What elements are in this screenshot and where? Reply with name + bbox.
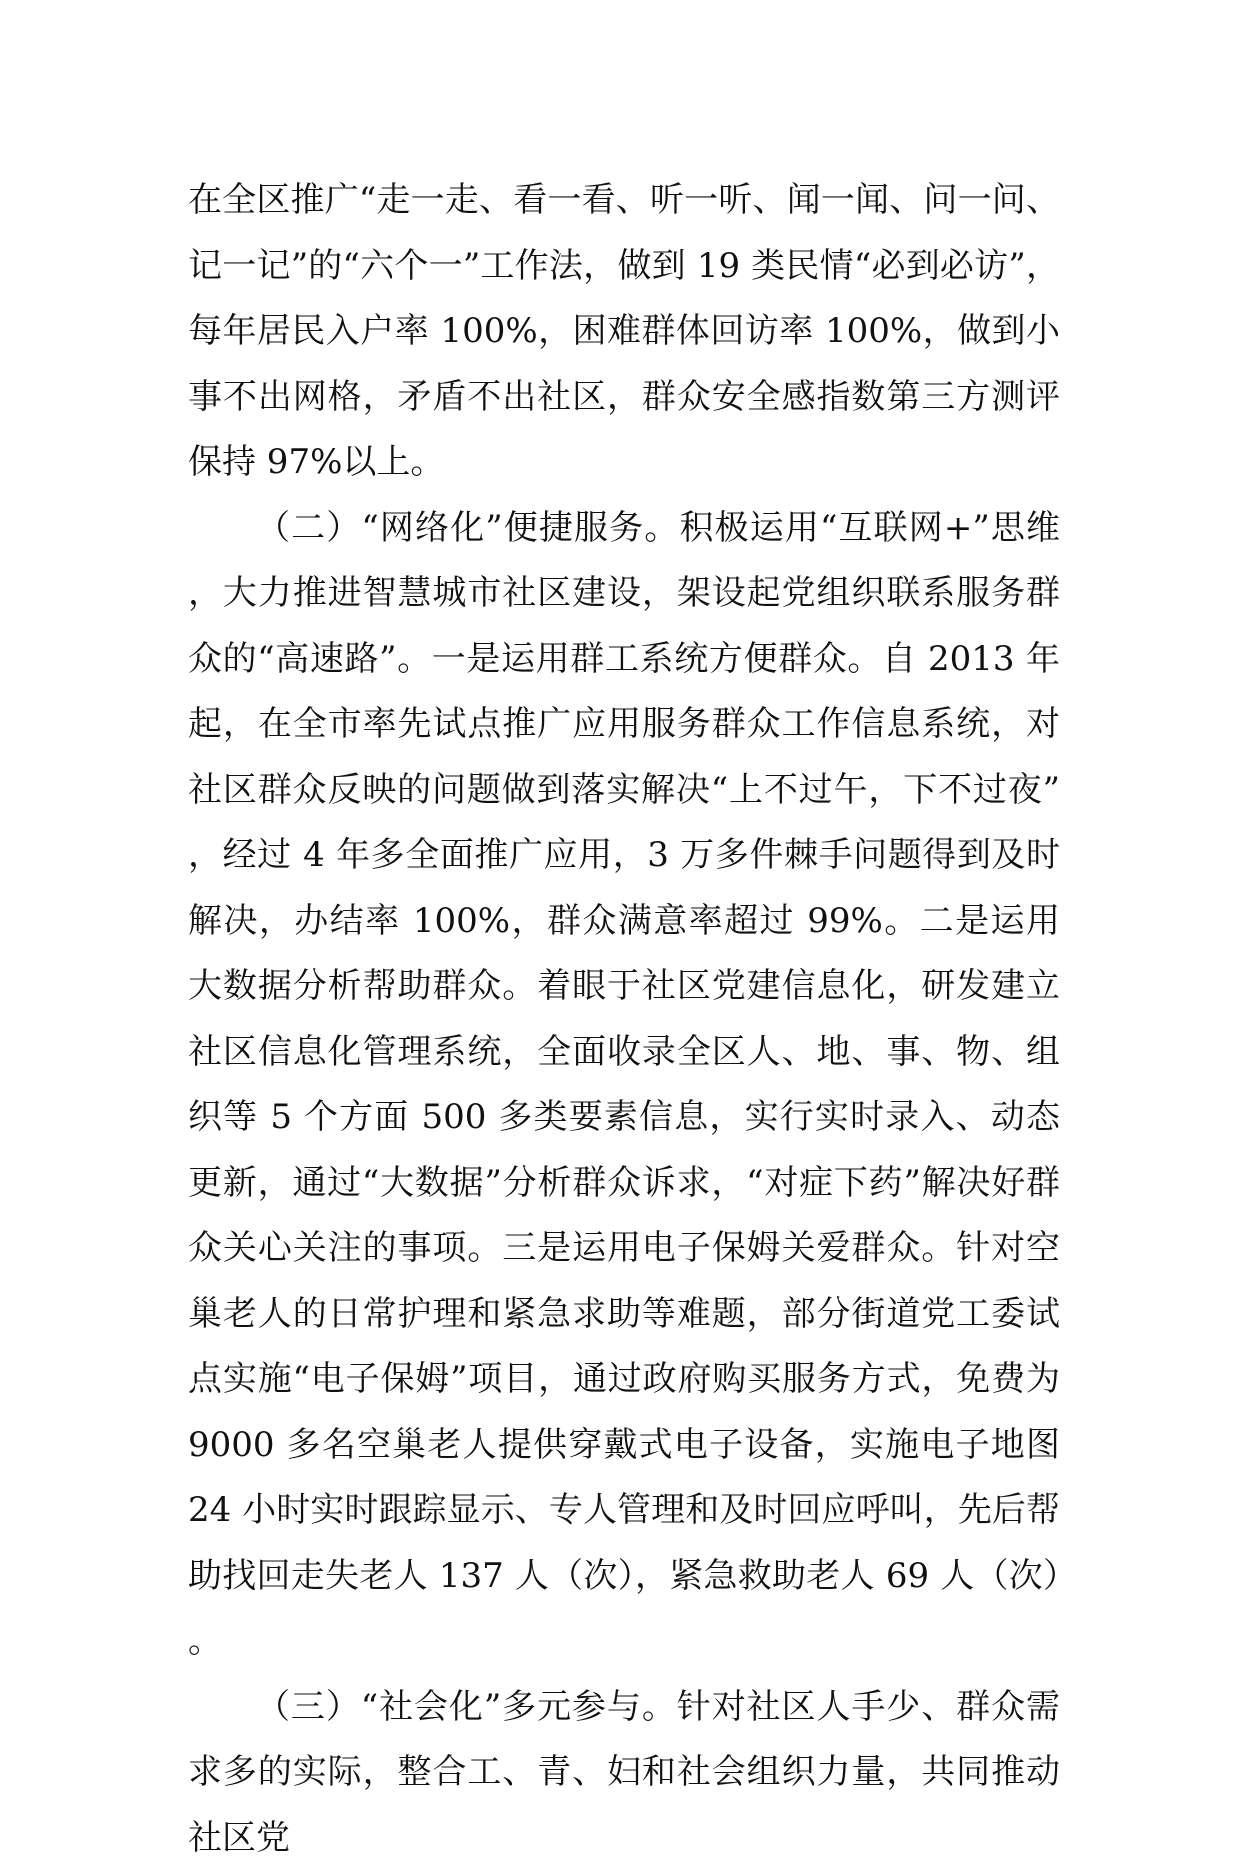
paragraph-continuation: 在全区推广“走一走、看一看、听一听、闻一闻、问一问、记一记”的“六个一”工作法，做到 19 类民情“必到必访”，每年居民入户率 100%，困难群体回访率 100%，做到小事不出网格，矛盾不出社区，群众安全感指数第三方测评保持 97%以上。 <box>188 168 1060 496</box>
paragraph-section-2-network-service: （二）“网络化”便捷服务。积极运用“互联网+”思维，大力推进智慧城市社区建设，架设起党组织联系服务群众的“高速路”。一是运用群工系统方便群众。自 2013 年起，在全市率先试点推广应用服务群众工作信息系统，对社区群众反映的问题做到落实解决“上不过午，下不过夜”，经过 4 年多全面推广应用，3 万多件棘手问题得到及时解决，办结率 100%，群众满意率超过 99%。二是运用大数据分析帮助群众。着眼于社区党建信息化，研发建立社区信息化管理系统，全面收录全区人、地、事、物、组织等 5 个方面 500 多类要素信息，实行实时录入、动态更新，通过“大数据”分析群众诉求，“对症下药”解决好群众关心关注的事项。三是运用电子保姆关爱群众。针对空巢老人的日常护理和紧急求助等难题，部分街道党工委试点实施“电子保姆”项目，通过政府购买服务方式，免费为 9000 多名空巢老人提供穿戴式电子设备，实施电子地图 24 小时实时跟踪显示、专人管理和及时回应呼叫，先后帮助找回走失老人 137 人（次），紧急救助老人 69 人（次）。 <box>188 496 1060 1675</box>
paragraph-section-3-social-participation: （三）“社会化”多元参与。针对社区人手少、群众需求多的实际，整合工、青、妇和社会组织力量，共同推动社区党 <box>188 1675 1060 1871</box>
document-body <box>188 168 1060 1871</box>
